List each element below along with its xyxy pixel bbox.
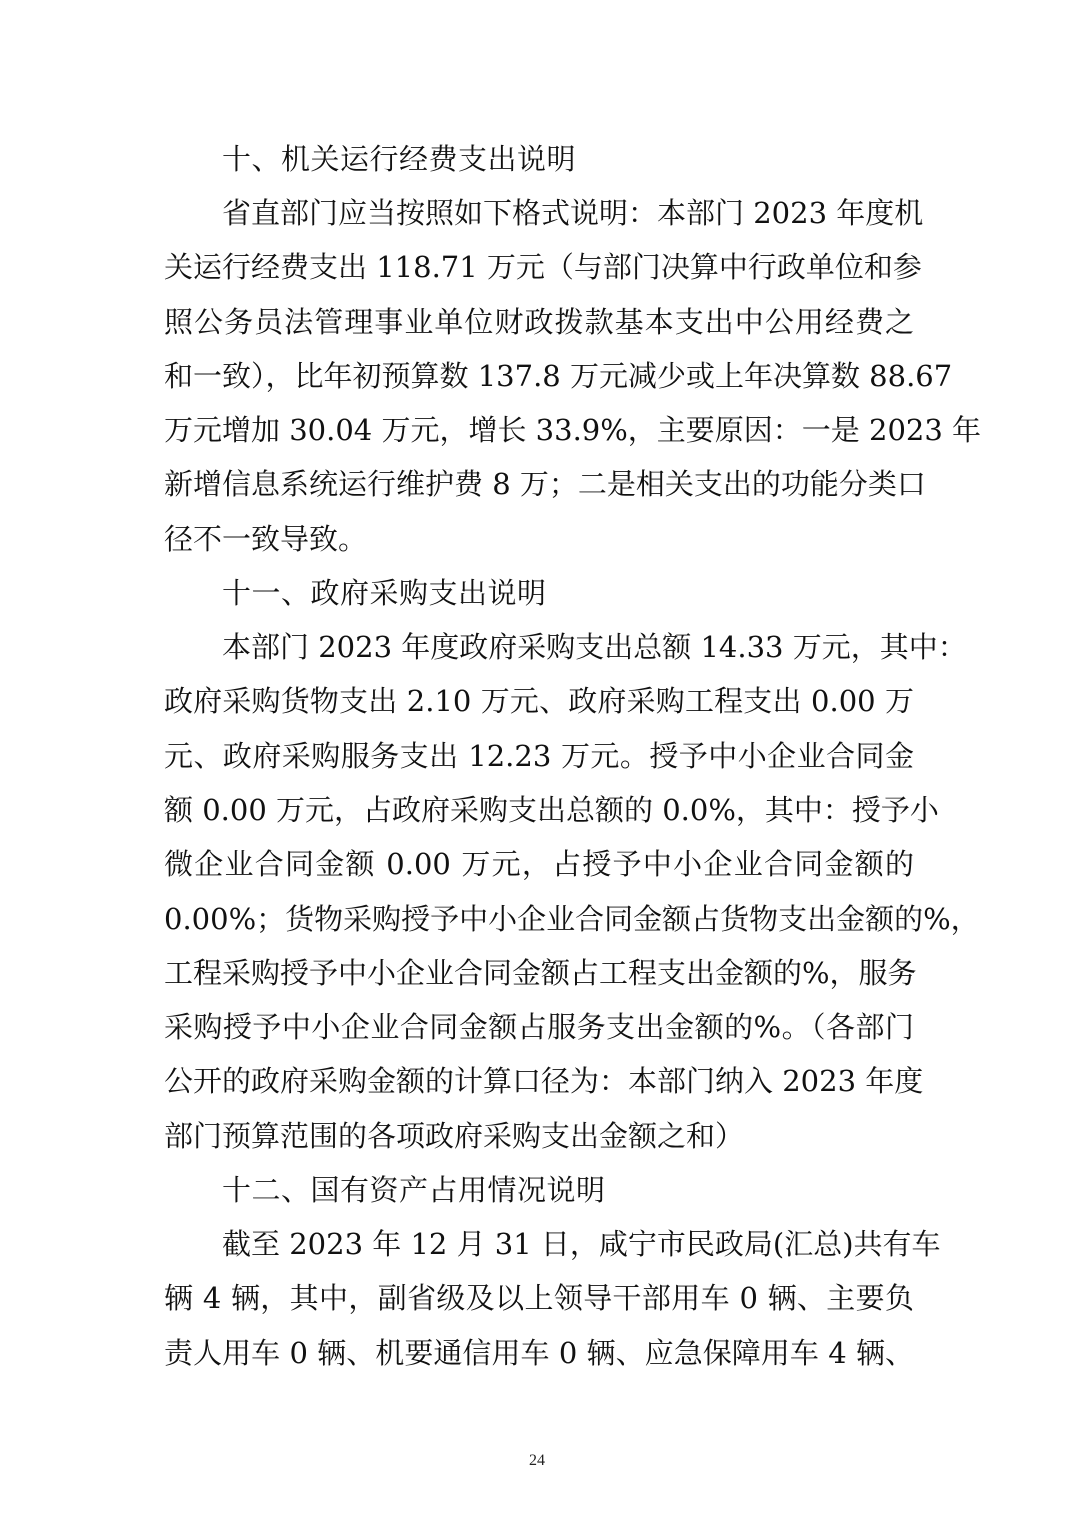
section-paragraph [164, 186, 982, 566]
paragraph-line: 万元增加 30.04 万元，增长 33.9%，主要原因：一是 2023 年 [164, 413, 982, 448]
paragraph-line: 责人用车 0 辆、机要通信用车 0 辆、应急保障用车 4 辆、 [164, 1335, 914, 1370]
paragraph-line: 关运行经费支出 118.71 万元（与部门决算中行政单位和参 [164, 250, 922, 285]
paragraph-line: 本部门 2023 年度政府采购支出总额 14.33 万元，其中： [222, 630, 967, 665]
paragraph-line: 0.00%；货物采购授予中小企业合同金额占货物支出金额的%， [164, 901, 980, 936]
section-heading: 十、机关运行经费支出说明 [222, 142, 577, 176]
paragraph-line: 额 0.00 万元，占政府采购支出总额的 0.0%，其中：授予小 [164, 792, 939, 827]
paragraph-line: 工程采购授予中小企业合同金额占工程支出金额的%，服务 [164, 955, 917, 990]
paragraph-line: 辆 4 辆，其中，副省级及以上领导干部用车 0 辆、主要负 [164, 1281, 914, 1316]
paragraph-line: 公开的政府采购金额的计算口径为：本部门纳入 2023 年度 [164, 1064, 924, 1099]
page-number: 24 [529, 1452, 545, 1469]
section-paragraph [164, 620, 980, 1163]
paragraph-line: 和一致），比年初预算数 137.8 万元减少或上年决算数 88.67 [164, 358, 953, 393]
paragraph-line: 省直部门应当按照如下格式说明：本部门 2023 年度机 [222, 196, 924, 230]
section-12 [164, 1163, 941, 1380]
paragraph-line: 元、政府采购服务支出 12.23 万元。授予中小企业合同金 [164, 738, 914, 773]
paragraph-line: 照公务员法管理事业单位财政拨款基本支出中公用经费之 [164, 304, 914, 339]
paragraph-line: 微企业合同金额 0.00 万元，占授予中小企业合同金额的 [164, 847, 914, 882]
paragraph-line: 部门预算范围的各项政府采购支出金额之和） [164, 1118, 745, 1153]
section-heading: 十一、政府采购支出说明 [222, 576, 547, 611]
section-10 [164, 132, 982, 566]
paragraph-line: 截至 2023 年 12 月 31 日，咸宁市民政局(汇总)共有车 [222, 1227, 941, 1262]
paragraph-line: 径不一致导致。 [164, 521, 368, 556]
section-heading: 十二、国有资产占用情况说明 [222, 1173, 606, 1208]
section-11 [164, 566, 980, 1163]
paragraph-line: 采购授予中小企业合同金额占服务支出金额的%。（各部门 [164, 1010, 914, 1045]
document-body [164, 132, 982, 1380]
paragraph-line: 新增信息系统运行维护费 8 万；二是相关支出的功能分类口 [164, 467, 926, 502]
paragraph-line: 政府采购货物支出 2.10 万元、政府采购工程支出 0.00 万 [164, 684, 914, 719]
section-paragraph [164, 1217, 941, 1380]
